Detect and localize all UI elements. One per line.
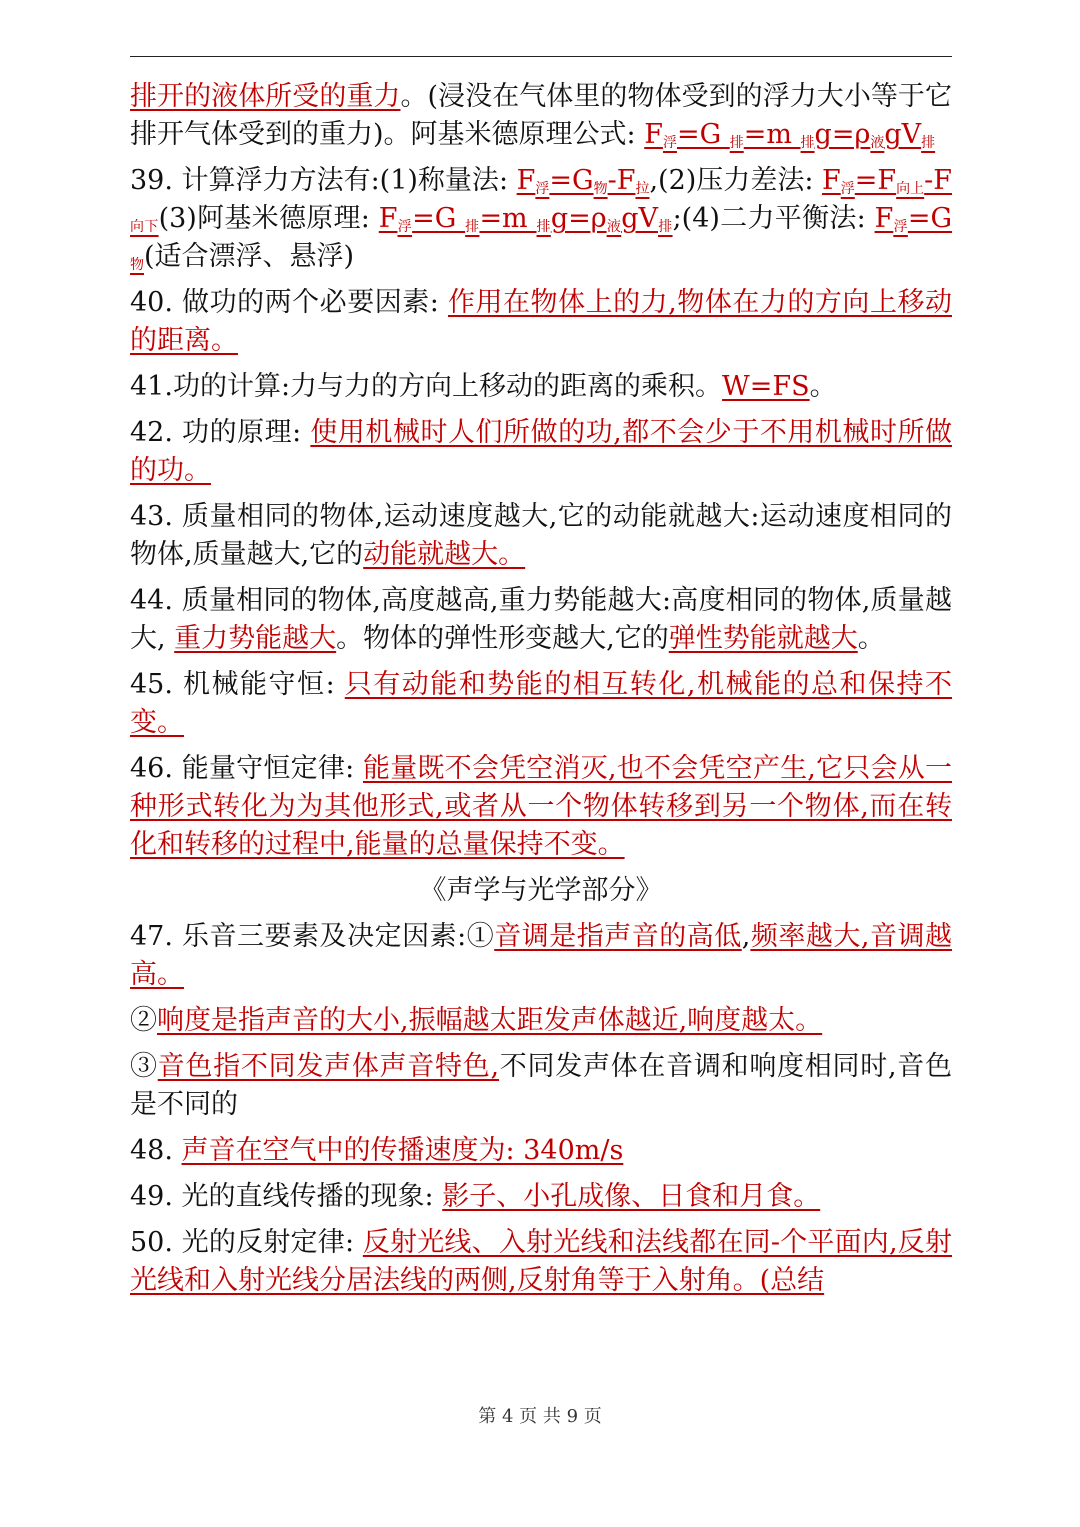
item-47-2 <box>130 1002 952 1040</box>
body-text: 40. 做功的两个必要因素: <box>130 287 448 318</box>
highlighted-text: 音调是指声音的高低 <box>494 921 742 952</box>
highlighted-text: =m <box>479 203 537 234</box>
highlighted-text: 浮 <box>535 181 550 197</box>
highlighted-text: 能量既不会凭空消灭,也不会凭空产生,它只会从一种形式转化为为其他形式,或者从一个物体转移到另一个物体,而在转化和转移的过程中,能量的总量保持不变。 <box>130 753 952 860</box>
body-text: 43. 质量相同的物体,运动速度越大,它的动能就越大:运动速度相同的物体,质量越大,它的 <box>130 501 952 570</box>
highlighted-text: 拉 <box>635 181 650 197</box>
highlighted-text: gV <box>884 119 922 150</box>
highlighted-text: 向上 <box>896 181 925 197</box>
body-text: 。 <box>809 371 837 402</box>
section-heading: 《声学与光学部分》 <box>419 875 663 906</box>
highlighted-text: 向下 <box>130 219 159 235</box>
item-49 <box>130 1178 952 1216</box>
body-text: 48. <box>130 1135 182 1166</box>
item-38-cont <box>130 78 952 154</box>
highlighted-text: 排开的液体所受的重力 <box>130 81 401 112</box>
highlighted-text: 排 <box>536 219 551 235</box>
highlighted-text: F <box>874 203 894 234</box>
body-text: ② <box>130 1005 157 1036</box>
highlighted-text: 音色指不同发声体声音特色, <box>157 1051 500 1082</box>
page-content <box>130 78 952 1308</box>
highlighted-text: 声音在空气中的传播速度为: 340m/s <box>181 1135 624 1166</box>
item-42 <box>130 414 952 490</box>
highlighted-text: 排 <box>729 135 744 151</box>
body-text: 46. 能量守恒定律: <box>130 753 363 784</box>
highlighted-text: 频率越大,音调越高。 <box>130 921 952 990</box>
highlighted-text: 浮 <box>397 219 413 235</box>
item-40 <box>130 284 952 360</box>
highlighted-text: 排 <box>800 135 815 151</box>
highlighted-text: 液 <box>870 135 885 151</box>
item-41 <box>130 368 952 406</box>
highlighted-text: 只有动能和势能的相互转化,机械能的总和保持不变。 <box>130 669 952 738</box>
highlighted-text: F <box>516 165 536 196</box>
highlighted-text: 浮 <box>662 135 677 151</box>
highlighted-text: 影子、小孔成像、日食和月食。 <box>442 1181 821 1212</box>
body-text: ③ <box>130 1051 158 1082</box>
item-47-3 <box>130 1048 952 1124</box>
highlighted-text: g=ρ <box>814 119 871 150</box>
highlighted-text: =m <box>743 119 801 150</box>
blocks-group-mechanics <box>130 78 952 864</box>
item-44 <box>130 582 952 658</box>
item-39 <box>130 162 952 276</box>
highlighted-text: 排 <box>465 219 480 235</box>
highlighted-text: W=FS <box>722 371 810 402</box>
highlighted-text: 重力势能越大 <box>174 623 337 654</box>
body-text: 不同发声体在音调和响度相同时,音色是不同的 <box>130 1051 952 1120</box>
highlighted-text: g=ρ <box>550 203 607 234</box>
page-footer: 第 4 页 共 9 页 <box>478 1406 602 1427</box>
highlighted-text: =G <box>907 203 953 234</box>
item-43 <box>130 498 952 574</box>
body-text: 。 <box>857 623 885 654</box>
body-text: (适合漂浮、悬浮) <box>144 241 355 272</box>
highlighted-text: 浮 <box>840 181 855 197</box>
body-text: , <box>741 921 751 952</box>
highlighted-text: -F <box>607 165 636 196</box>
highlighted-text: gV <box>621 203 658 234</box>
highlighted-text: 液 <box>606 219 622 235</box>
body-text: 44. 质量相同的物体,高度越高,重力势能越大:高度相同的物体,质量越大, <box>130 585 952 654</box>
highlighted-text: =G <box>676 119 730 150</box>
item-50 <box>130 1224 952 1300</box>
highlighted-text: 排 <box>921 135 936 151</box>
blocks-group-acoustics-optics <box>130 918 952 1300</box>
item-48 <box>130 1132 952 1170</box>
highlighted-text: =F <box>854 165 897 196</box>
highlighted-text: 弹性势能就越大 <box>668 623 858 654</box>
highlighted-text: 物 <box>593 181 608 197</box>
body-text: 45. 机械能守恒: <box>130 669 345 700</box>
body-text: 。物体的弹性形变越大,它的 <box>336 623 669 654</box>
highlighted-text: F <box>822 165 841 196</box>
highlighted-text: 作用在物体上的力,物体在力的方向上移动的距离。 <box>130 287 952 356</box>
body-text: 39. 计算浮力方法有:(1)称量法: <box>130 165 517 196</box>
item-46 <box>130 750 952 864</box>
highlighted-text: 浮 <box>893 219 908 235</box>
highlighted-text: =G <box>412 203 466 234</box>
highlighted-text: 排 <box>657 219 673 235</box>
highlighted-text: 使用机械时人们所做的功,都不会少于不用机械时所做的功。 <box>130 417 952 486</box>
highlighted-text: F <box>644 119 663 150</box>
highlighted-text: 响度是指声音的大小,振幅越太距发声体越近,响度越太。 <box>157 1005 823 1036</box>
body-text: 42. 功的原理: <box>130 417 311 448</box>
body-text: (3)阿基米德原理: <box>158 203 379 234</box>
highlighted-text: -F <box>924 165 953 196</box>
body-text: 。(浸没在气体里的物体受到的浮力大小等于它排开气体受到的重力)。阿基米德原理公式: <box>130 81 952 150</box>
highlighted-text: 反射光线、入射光线和法线都在同-个平面内,反射光线和入射光线分居法线的两侧,反射角等于入射角。(总结 <box>130 1227 952 1296</box>
highlighted-text: 动能就越大。 <box>363 539 526 570</box>
item-45 <box>130 666 952 742</box>
body-text: ,(2)压力差法: <box>649 165 823 196</box>
body-text: 41.功的计算:力与力的方向上移动的距离的乘积。 <box>130 371 723 402</box>
item-47 <box>130 918 952 994</box>
body-text: 47. 乐音三要素及决定因素:① <box>130 921 495 952</box>
body-text: 49. 光的直线传播的现象: <box>130 1181 443 1212</box>
highlighted-text: F <box>378 203 398 234</box>
highlighted-text: 物 <box>130 257 144 273</box>
header-rule <box>130 56 952 57</box>
highlighted-text: =G <box>549 165 594 196</box>
body-text: 50. 光的反射定律: <box>130 1227 363 1258</box>
body-text: ;(4)二力平衡法: <box>672 203 875 234</box>
